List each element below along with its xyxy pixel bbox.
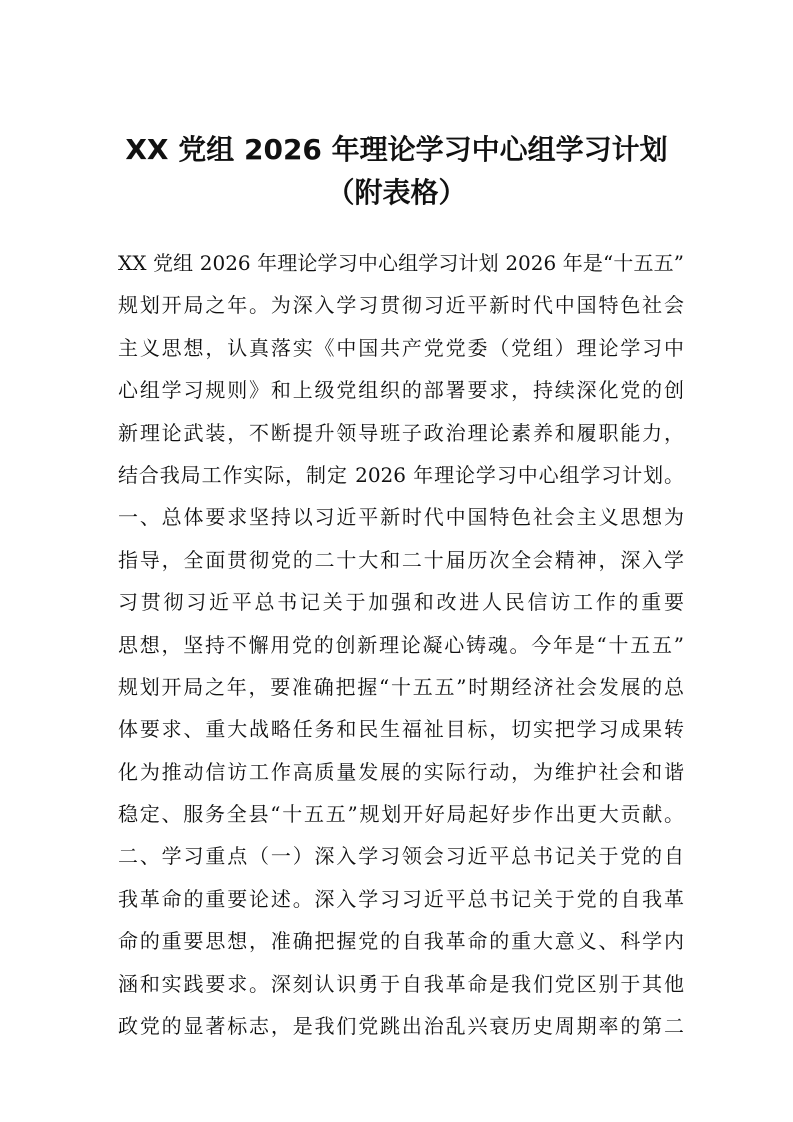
- body-text-line: 心组学习规则》和上级党组织的部署要求，持续深化党的创: [118, 378, 684, 403]
- body-text-line: 体要求、重大战略任务和民生福祉目标，切实把学习成果转: [118, 717, 684, 742]
- body-text-line: 化为推动信访工作高质量发展的实际行动，为维护社会和谐: [118, 759, 684, 784]
- body-text-line: 稳定、服务全县“十五五”规划开好局起好步作出更大贡献。: [118, 802, 684, 827]
- document-body: [118, 242, 684, 1047]
- body-text-line: 主义思想，认真落实《中国共产党党委（党组）理论学习中: [118, 335, 684, 360]
- body-text-line: 思想，坚持不懈用党的创新理论凝心铸魂。今年是“十五五”: [118, 632, 684, 657]
- body-text-line: 规划开局之年。为深入学习贯彻习近平新时代中国特色社会: [118, 293, 684, 318]
- body-text-line: 习贯彻习近平总书记关于加强和改进人民信访工作的重要: [118, 590, 684, 615]
- body-text-line: 新理论武装，不断提升领导班子政治理论素养和履职能力，: [118, 420, 684, 445]
- document-title: XX 党组 2026 年理论学习中心组学习计划: [125, 133, 668, 166]
- body-text-line: 结合我局工作实际，制定 2026 年理论学习中心组学习计划。: [118, 462, 684, 487]
- body-text-line: 涵和实践要求。深刻认识勇于自我革命是我们党区别于其他: [118, 971, 684, 996]
- body-text-line: 二、学习重点（一）深入学习领会习近平总书记关于党的自: [118, 844, 684, 869]
- body-text-line: 一、总体要求坚持以习近平新时代中国特色社会主义思想为: [118, 505, 684, 530]
- body-text-line: XX 党组 2026 年理论学习中心组学习计划 2026 年是“十五五”: [118, 251, 684, 275]
- body-text-line: 指导，全面贯彻党的二十大和二十届历次全会精神，深入学: [118, 547, 684, 572]
- body-text-line: 政党的显著标志，是我们党跳出治乱兴衰历史周期率的第二: [118, 1014, 684, 1039]
- body-text-line: 我革命的重要论述。深入学习习近平总书记关于党的自我革: [118, 886, 684, 911]
- body-text-line: 规划开局之年，要准确把握“十五五”时期经济社会发展的总: [118, 674, 684, 699]
- document-subtitle: （附表格）: [326, 176, 467, 209]
- body-text-line: 命的重要思想，准确把握党的自我革命的重大意义、科学内: [118, 929, 684, 954]
